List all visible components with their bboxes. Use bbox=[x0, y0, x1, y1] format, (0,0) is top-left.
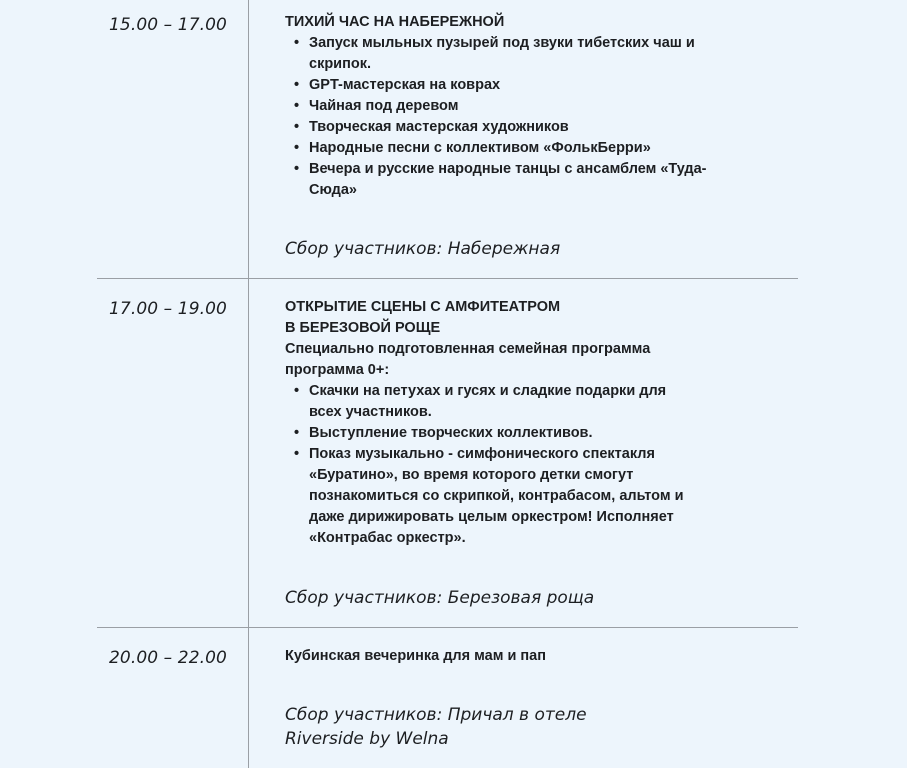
list-item bbox=[285, 423, 755, 444]
bullet-icon: • bbox=[294, 140, 300, 156]
time-slot: 20.00 – 22.00 bbox=[109, 648, 227, 668]
list-item bbox=[285, 117, 755, 138]
bullet-icon: • bbox=[294, 446, 300, 462]
event-intro: Специально подготовленная семейная программа программа 0+: bbox=[285, 341, 651, 378]
column-divider bbox=[248, 0, 249, 768]
list-item bbox=[285, 444, 755, 549]
activity-list bbox=[285, 381, 755, 549]
event-title-line-2: В БЕРЕЗОВОЙ РОЩЕ bbox=[285, 320, 441, 336]
list-item-text: Запуск мыльных пузырей под звуки тибетских чаш и скрипок. bbox=[309, 35, 695, 72]
list-item-text: Выступление творческих коллективов. bbox=[309, 425, 593, 441]
list-item-text: GPT-мастерская на коврах bbox=[309, 77, 501, 93]
list-item-text: Народные песни с коллективом «ФолькБерри» bbox=[309, 140, 651, 156]
row-divider bbox=[97, 278, 798, 279]
gathering-text: Сбор участников: Березовая роща bbox=[285, 588, 595, 608]
list-item bbox=[285, 75, 755, 96]
gathering-text: Riverside by Welna bbox=[285, 729, 449, 749]
list-item bbox=[285, 96, 755, 117]
gathering-point bbox=[285, 703, 587, 751]
list-item-text: Творческая мастерская художников bbox=[309, 119, 569, 135]
list-item bbox=[285, 138, 755, 159]
bullet-icon: • bbox=[294, 119, 300, 135]
list-item bbox=[285, 33, 755, 75]
gathering-point bbox=[285, 237, 560, 261]
bullet-icon: • bbox=[294, 77, 300, 93]
gathering-text: Сбор участников: Набережная bbox=[285, 239, 561, 259]
list-item-text: Вечера и русские народные танцы с ансамблем «Туда-Сюда» bbox=[309, 161, 707, 198]
list-item-text: Показ музыкально - симфонического спектакля «Буратино», во время которого детки смогут познакомиться со скрипкой, контрабасом, альтом и даже дирижировать целым оркестром! Исполняет «Контрабас оркестр». bbox=[309, 446, 684, 546]
event-block bbox=[285, 297, 755, 549]
event-block bbox=[285, 646, 755, 667]
time-slot: 15.00 – 17.00 bbox=[109, 15, 227, 35]
bullet-icon: • bbox=[294, 383, 300, 399]
bullet-icon: • bbox=[294, 35, 300, 51]
list-item bbox=[285, 381, 755, 423]
list-item-text: Скачки на петухах и гусях и сладкие подарки для всех участников. bbox=[309, 383, 667, 420]
row-divider bbox=[97, 627, 798, 628]
event-title-line-1: ОТКРЫТИЕ СЦЕНЫ С АМФИТЕАТРОМ bbox=[285, 299, 561, 315]
bullet-icon: • bbox=[294, 98, 300, 114]
list-item-text: Чайная под деревом bbox=[309, 98, 459, 114]
event-title: ТИХИЙ ЧАС НА НАБЕРЕЖНОЙ bbox=[285, 14, 505, 30]
event-block bbox=[285, 12, 755, 201]
list-item bbox=[285, 159, 755, 201]
event-title: Кубинская вечеринка для мам и пап bbox=[285, 648, 546, 664]
time-slot: 17.00 – 19.00 bbox=[109, 299, 227, 319]
activity-list bbox=[285, 33, 755, 201]
gathering-text: Сбор участников: Причал в отеле bbox=[285, 705, 587, 725]
bullet-icon: • bbox=[294, 161, 300, 177]
gathering-point bbox=[285, 586, 594, 610]
bullet-icon: • bbox=[294, 425, 300, 441]
